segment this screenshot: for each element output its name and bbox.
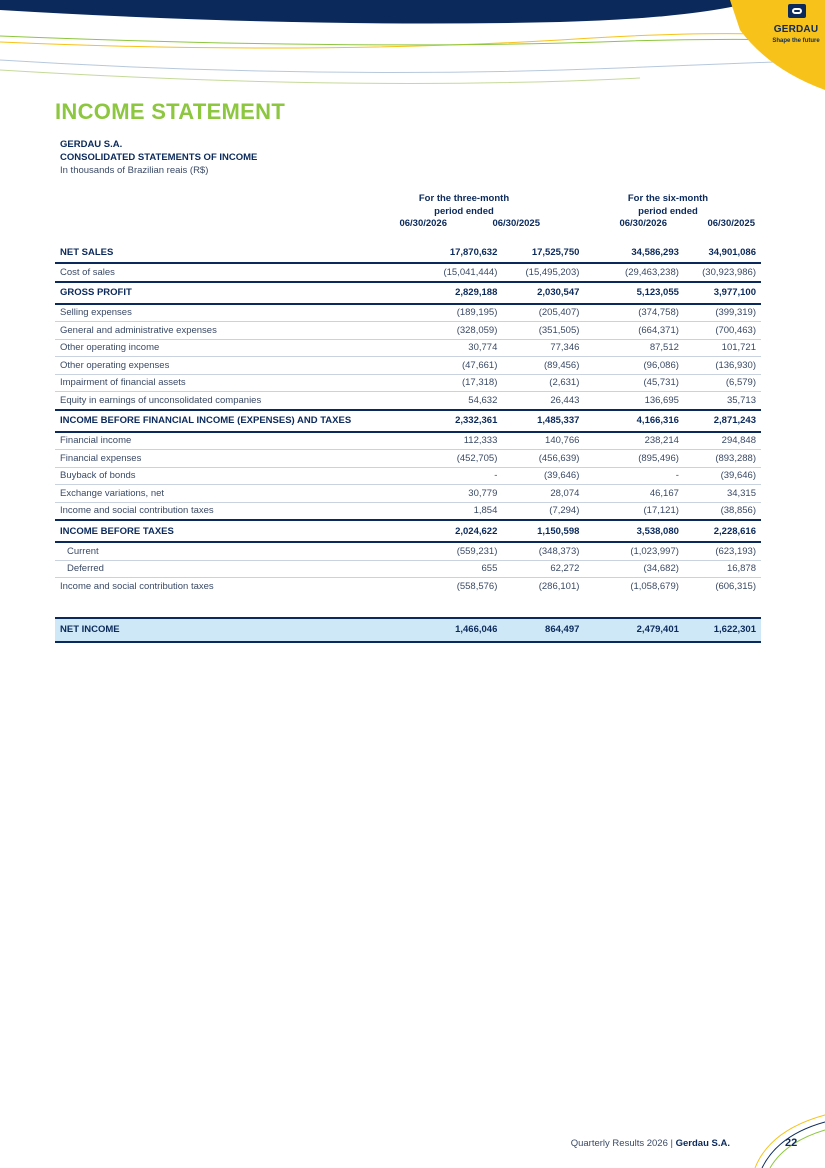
row-label: INCOME BEFORE TAXES	[55, 520, 420, 542]
table-row	[55, 485, 761, 503]
row-value: 2,829,188	[420, 282, 502, 304]
row-value: (34,682)	[584, 560, 684, 578]
row-value: (15,495,203)	[502, 263, 584, 282]
row-value: (452,705)	[420, 450, 502, 468]
table-row	[55, 374, 761, 392]
six-month-header-line2: period ended	[638, 206, 698, 217]
row-value: (39,646)	[684, 467, 761, 485]
row-value: 30,779	[420, 485, 502, 503]
row-value: (205,407)	[502, 304, 584, 322]
row-value: (1,058,679)	[630, 580, 679, 592]
row-value: (2,631)	[502, 374, 584, 392]
row-value: (456,639)	[502, 450, 584, 468]
row-value: (47,661)	[420, 357, 502, 375]
three-month-header-line1: For the three-month	[418, 193, 510, 204]
row-value: 1,854	[420, 502, 502, 520]
row-value: 26,443	[502, 392, 584, 410]
row-value: 5,123,055	[584, 282, 684, 304]
row-value: (30,923,986)	[684, 263, 761, 282]
row-value: -	[584, 467, 684, 485]
footer-text	[540, 1138, 730, 1149]
row-value: (351,505)	[502, 322, 584, 340]
row-value: (286,101)	[538, 580, 580, 592]
row-label: Current	[55, 542, 420, 560]
row-value: 34,315	[684, 485, 761, 503]
row-label: Selling expenses	[55, 304, 420, 322]
row-value: (328,059)	[420, 322, 502, 340]
table-row	[55, 450, 761, 468]
row-label: NET SALES	[55, 242, 420, 263]
row-value: 28,074	[502, 485, 584, 503]
three-month-group-header	[374, 192, 554, 218]
row-value: 35,713	[684, 392, 761, 410]
row-label: General and administrative expenses	[55, 322, 420, 340]
row-label: Equity in earnings of unconsolidated companies	[55, 392, 420, 410]
row-value: (15,041,444)	[420, 263, 502, 282]
row-value: 34,901,086	[684, 242, 761, 263]
row-value: (1,023,997)	[584, 542, 684, 560]
table-row	[55, 467, 761, 485]
row-value: (6,579)	[684, 374, 761, 392]
table-row	[55, 542, 761, 560]
row-label: NET INCOME	[55, 618, 420, 642]
table-row	[55, 282, 761, 304]
six-month-group-header	[578, 192, 758, 218]
row-value: (45,731)	[584, 374, 684, 392]
row-value: (89,456)	[502, 357, 584, 375]
row-value: (17,121)	[584, 502, 684, 520]
row-value: (136,930)	[684, 357, 761, 375]
row-label: Other operating expenses	[55, 357, 420, 375]
row-value: 2,228,616	[684, 520, 761, 542]
row-value: (559,231)	[420, 542, 502, 560]
row-value: 101,721	[684, 339, 761, 357]
row-value: 2,871,243	[684, 410, 761, 432]
row-value: 30,774	[420, 339, 502, 357]
row-label: Financial expenses	[55, 450, 420, 468]
row-value: (189,195)	[420, 304, 502, 322]
row-value: 112,333	[420, 432, 502, 450]
logo-tagline: Shape the future	[772, 38, 820, 44]
row-value: (29,463,238)	[584, 263, 684, 282]
table-row	[55, 502, 761, 520]
row-label: INCOME BEFORE FINANCIAL INCOME (EXPENSES) AND TAXES	[55, 410, 420, 432]
table-row	[55, 357, 761, 375]
table-row	[55, 410, 761, 432]
row-value: 140,766	[502, 432, 584, 450]
row-value: 17,870,632	[420, 242, 502, 263]
table-row	[55, 432, 761, 450]
row-value: 2,024,622	[420, 520, 502, 542]
page-title: INCOME STATEMENT	[55, 99, 286, 124]
table-row	[55, 560, 761, 578]
statement-title: CONSOLIDATED STATEMENTS OF INCOME	[60, 152, 258, 163]
row-value: 62,272	[502, 560, 584, 578]
row-label: Cost of sales	[55, 263, 420, 282]
row-value: (623,193)	[684, 542, 761, 560]
income-statement-table	[55, 242, 761, 643]
row-value: 16,878	[684, 560, 761, 578]
row-value: (17,318)	[420, 374, 502, 392]
row-value: (38,856)	[684, 502, 761, 520]
row-value: (96,086)	[584, 357, 684, 375]
row-value: 864,497	[502, 618, 584, 642]
row-label: GROSS PROFIT	[55, 282, 420, 304]
table-row	[55, 242, 761, 263]
row-value: 2,030,547	[502, 282, 584, 304]
table-row	[55, 304, 761, 322]
row-value: 77,346	[502, 339, 584, 357]
row-value: (39,646)	[502, 467, 584, 485]
column-date: 06/30/2026	[619, 218, 667, 229]
row-value: -	[420, 467, 502, 485]
row-value: (348,373)	[502, 542, 584, 560]
row-value: 87,512	[584, 339, 684, 357]
row-value: 34,586,293	[584, 242, 684, 263]
table-row	[55, 520, 761, 542]
row-value: (895,496)	[584, 450, 684, 468]
row-label: Financial income	[55, 432, 420, 450]
row-label: Exchange variations, net	[55, 485, 420, 503]
table-row	[55, 263, 761, 282]
company-name: GERDAU S.A.	[60, 139, 123, 150]
row-value: 1,485,337	[502, 410, 584, 432]
row-label: Other operating income	[55, 339, 420, 357]
row-label: Income and social contribution taxes	[60, 580, 214, 592]
table-row	[55, 578, 761, 595]
gerdau-logo	[752, 4, 825, 54]
row-value: (7,294)	[502, 502, 584, 520]
row-value: 136,695	[584, 392, 684, 410]
row-label: Buyback of bonds	[55, 467, 420, 485]
row-value: 1,622,301	[684, 618, 761, 642]
row-label: Income and social contribution taxes	[55, 502, 420, 520]
row-label: Deferred	[55, 560, 420, 578]
six-month-header-line1: For the six-month	[627, 193, 709, 204]
table-row	[55, 392, 761, 410]
row-value: 294,848	[684, 432, 761, 450]
column-date: 06/30/2025	[707, 218, 755, 229]
row-value: 17,525,750	[502, 242, 584, 263]
row-value: 655	[420, 560, 502, 578]
row-value: 3,977,100	[684, 282, 761, 304]
footer-company: Gerdau S.A.	[675, 1138, 730, 1149]
logo-name: GERDAU	[773, 24, 819, 35]
row-value: 2,479,401	[584, 618, 684, 642]
column-date: 06/30/2025	[492, 218, 540, 229]
header-decoration	[0, 0, 825, 90]
row-value: 3,538,080	[584, 520, 684, 542]
row-label: Impairment of financial assets	[55, 374, 420, 392]
row-value: 2,332,361	[420, 410, 502, 432]
gerdau-logo-icon	[788, 4, 806, 18]
row-value: (399,319)	[684, 304, 761, 322]
column-date: 06/30/2026	[399, 218, 447, 229]
row-value: 238,214	[584, 432, 684, 450]
net-income-row	[55, 618, 761, 642]
three-month-header-line2: period ended	[434, 206, 494, 217]
row-value: 4,166,316	[584, 410, 684, 432]
corner-decoration	[740, 1110, 825, 1168]
row-value: (664,371)	[584, 322, 684, 340]
row-value: (700,463)	[684, 322, 761, 340]
row-value: (893,288)	[684, 450, 761, 468]
row-value: (558,576)	[456, 580, 498, 592]
row-value: 1,466,046	[420, 618, 502, 642]
row-value: 46,167	[584, 485, 684, 503]
table-spacer	[55, 595, 761, 618]
row-value: 1,150,598	[502, 520, 584, 542]
units-note: In thousands of Brazilian reais (R$)	[60, 165, 209, 176]
row-value: (374,758)	[584, 304, 684, 322]
row-value: (606,315)	[715, 580, 756, 592]
row-value: 54,632	[420, 392, 502, 410]
footer-report: Quarterly Results 2026 |	[570, 1138, 673, 1149]
page-number: 22	[785, 1137, 798, 1149]
table-row	[55, 322, 761, 340]
table-row	[55, 339, 761, 357]
